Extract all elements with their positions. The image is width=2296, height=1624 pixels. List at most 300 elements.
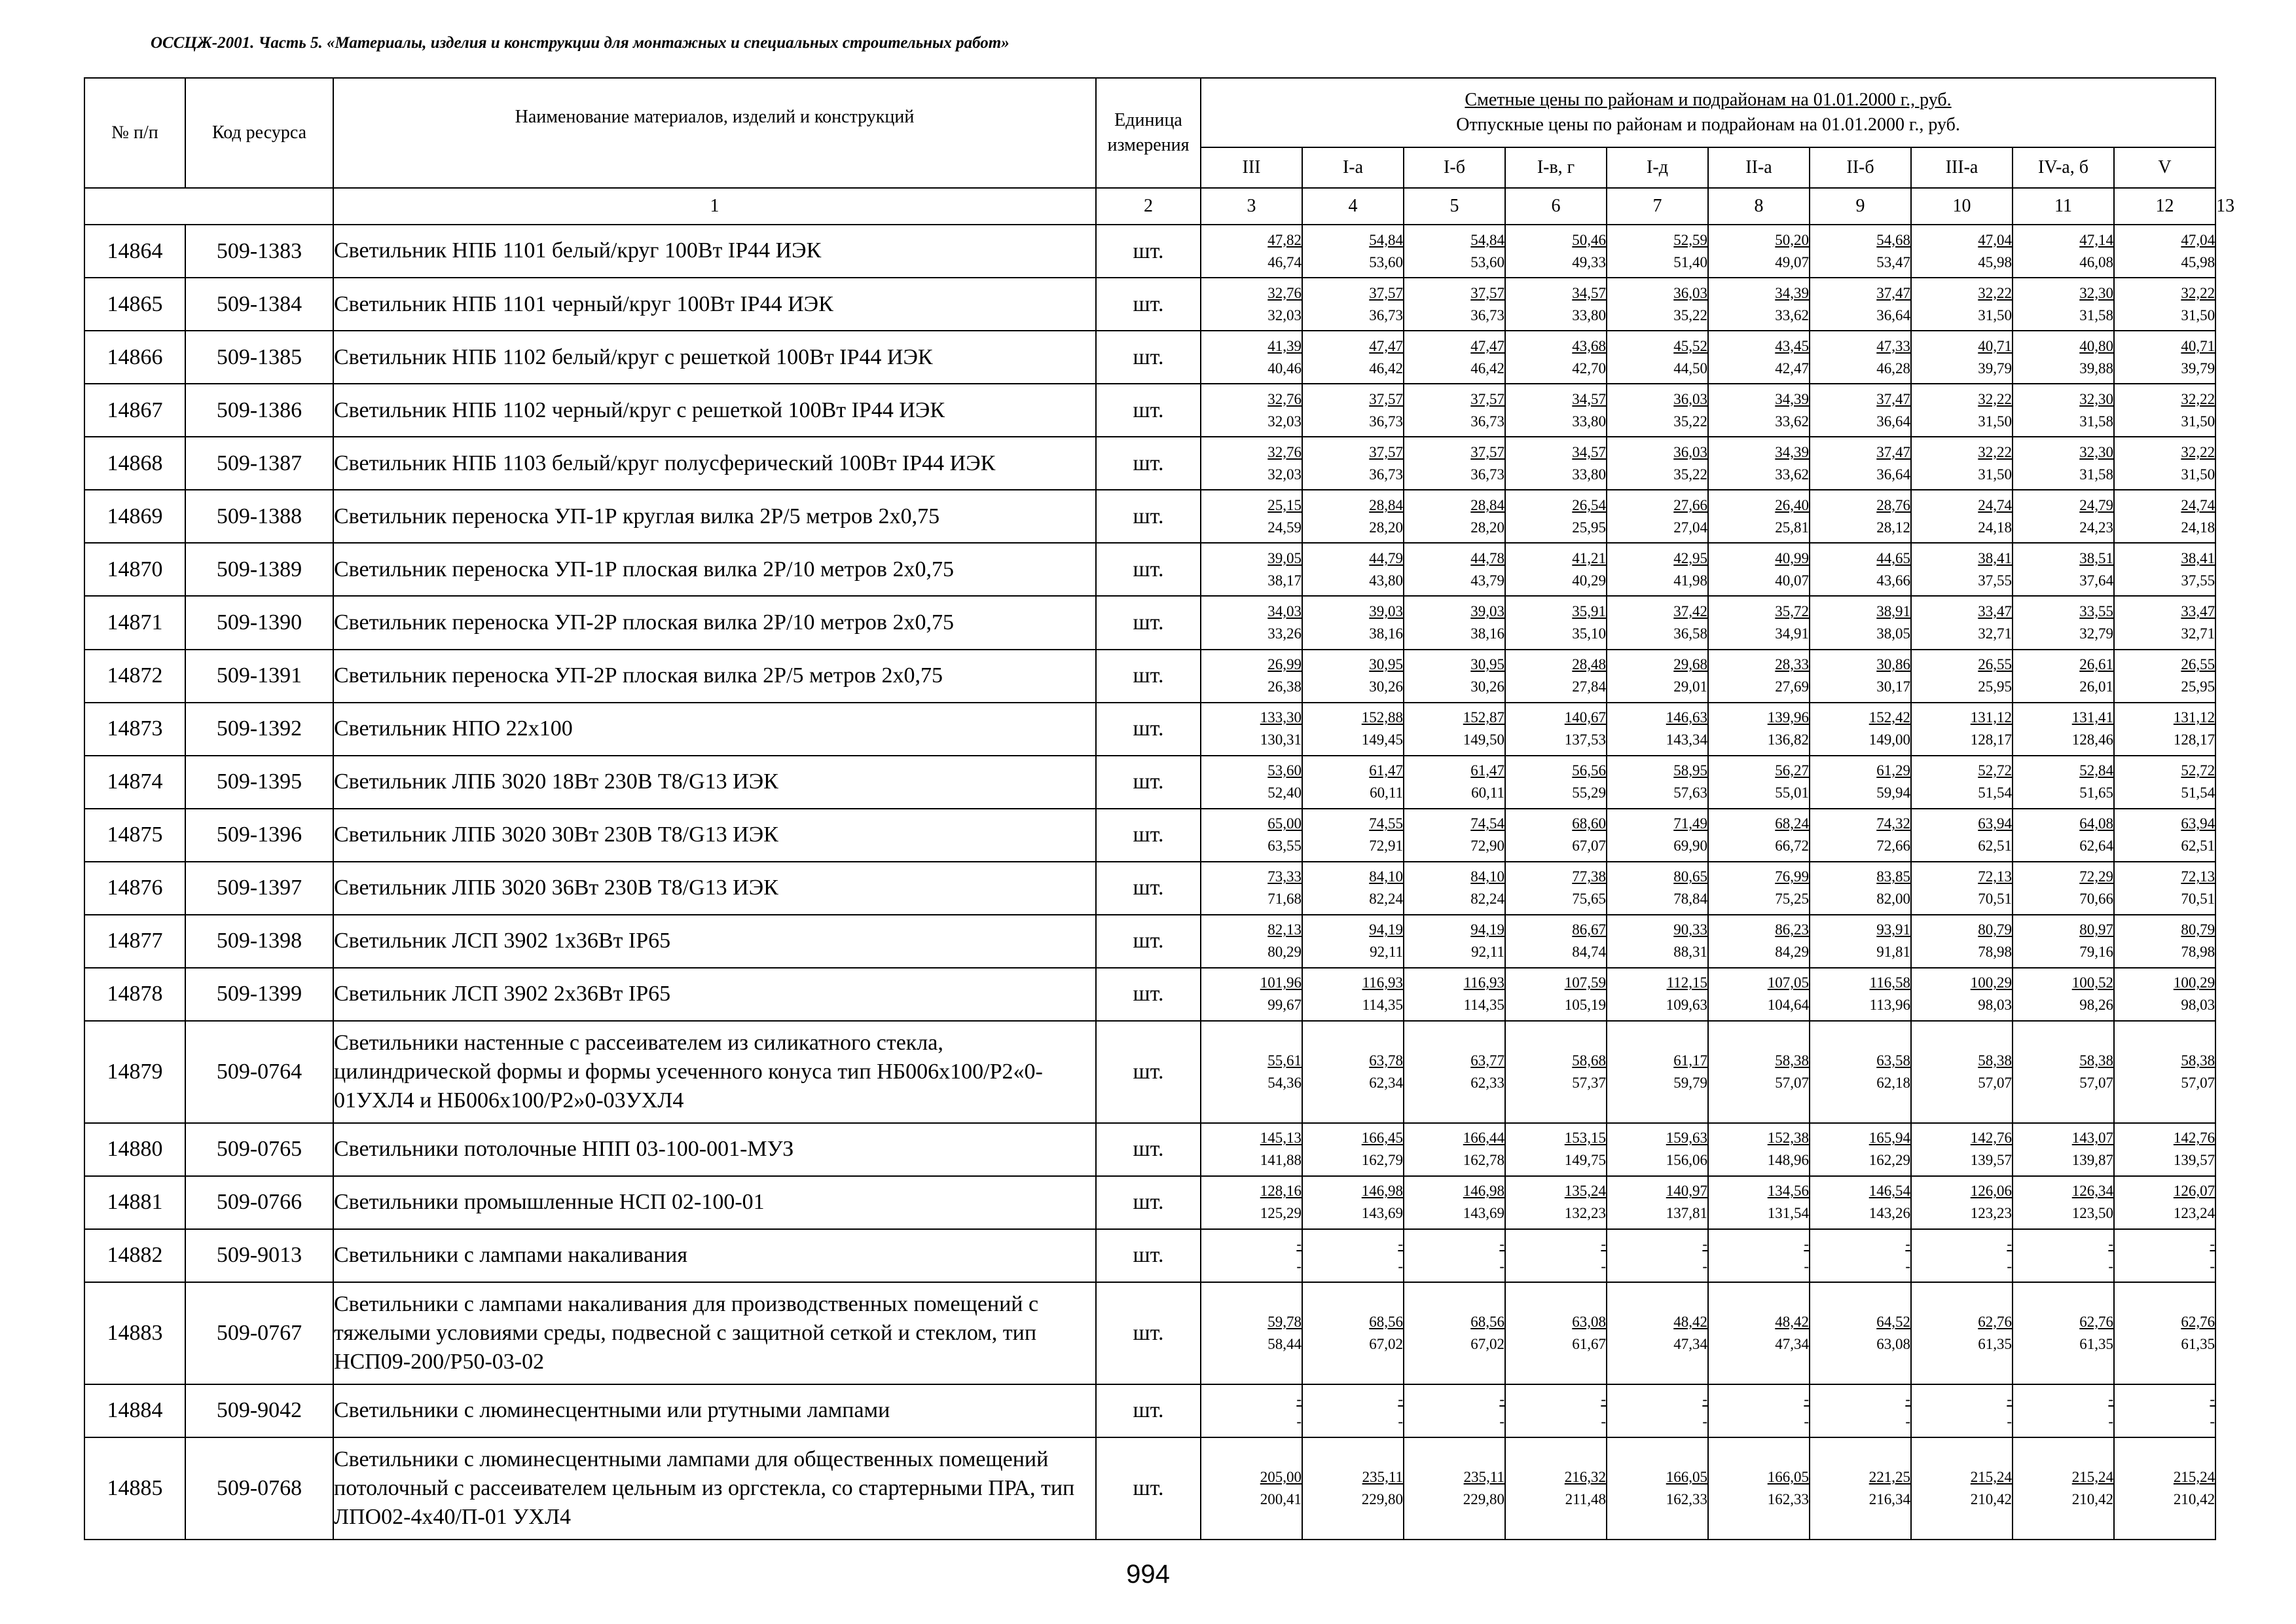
wholesale-price: 36,58 <box>1673 625 1707 642</box>
price-cell <box>1607 703 1708 756</box>
price-cell <box>1302 437 1404 490</box>
estimated-price: - <box>2210 1391 2215 1408</box>
estimated-price: 64,52 <box>1876 1313 1910 1330</box>
wholesale-price: 51,54 <box>2181 784 2215 802</box>
table-row <box>84 1123 2215 1176</box>
price-cell <box>1607 1384 1708 1437</box>
price-cell <box>1708 756 1810 809</box>
unit-of-measure: шт. <box>1096 437 1201 490</box>
estimated-price: - <box>1905 1236 1910 1253</box>
estimated-price: 83,85 <box>1876 868 1910 885</box>
wholesale-price: 143,69 <box>1361 1205 1403 1222</box>
price-cell <box>1607 225 1708 278</box>
estimated-price: 152,42 <box>1868 709 1910 726</box>
estimated-price: - <box>1702 1236 1707 1253</box>
price-cell <box>1708 862 1810 915</box>
wholesale-price: 32,71 <box>2181 625 2215 642</box>
wholesale-price: - <box>2210 1413 2215 1430</box>
price-cell <box>1404 915 1505 968</box>
estimated-price: 39,05 <box>1267 549 1302 566</box>
wholesale-price: - <box>1702 1258 1707 1275</box>
wholesale-price: 60,11 <box>1471 784 1504 802</box>
wholesale-price: 37,55 <box>2181 572 2215 589</box>
price-cell <box>1302 543 1404 596</box>
price-cell <box>1911 1229 2013 1282</box>
wholesale-price: 31,50 <box>2181 306 2215 323</box>
price-cell <box>2114 543 2215 596</box>
price-cell <box>1810 225 1911 278</box>
price-cell <box>1505 1021 1607 1123</box>
wholesale-price: 33,80 <box>1572 306 1606 323</box>
estimated-price: 50,20 <box>1775 231 1809 248</box>
region-header: I-в, г <box>1505 147 1607 188</box>
estimated-price: - <box>1499 1391 1504 1408</box>
region-header: V <box>2114 147 2215 188</box>
row-number: 14878 <box>84 968 185 1021</box>
estimated-price: 62,76 <box>2079 1313 2113 1330</box>
estimated-price: 126,07 <box>2173 1183 2215 1200</box>
wholesale-price: 46,74 <box>1267 253 1302 270</box>
column-index: 11 <box>2013 188 2114 225</box>
wholesale-price: 40,46 <box>1267 360 1302 377</box>
price-cell <box>1302 225 1404 278</box>
estimated-price: 152,88 <box>1361 709 1403 726</box>
price-cell <box>2013 968 2114 1021</box>
row-number: 14864 <box>84 225 185 278</box>
unit-of-measure: шт. <box>1096 490 1201 543</box>
wholesale-price: 35,10 <box>1572 625 1606 642</box>
price-cell <box>1911 1282 2013 1384</box>
price-cell <box>1505 225 1607 278</box>
price-cell <box>1607 384 1708 437</box>
header-prices-wholesale: Отпускные цены по районам и подрайонам на 01.01.2000 г., руб. <box>1456 115 1960 135</box>
unit-of-measure: шт. <box>1096 650 1201 703</box>
estimated-price: 68,56 <box>1369 1313 1403 1330</box>
price-cell <box>1302 756 1404 809</box>
resource-code: 509-9013 <box>185 1229 333 1282</box>
item-name: Светильники с лампами накаливания <box>333 1229 1096 1282</box>
estimated-price: 62,76 <box>2181 1313 2215 1330</box>
wholesale-price: 49,07 <box>1775 253 1809 270</box>
estimated-price: 47,47 <box>1369 337 1403 354</box>
estimated-price: 32,76 <box>1267 443 1302 460</box>
price-cell <box>1505 809 1607 862</box>
wholesale-price: 38,16 <box>1470 625 1504 642</box>
price-cell <box>1505 596 1607 649</box>
row-number: 14882 <box>84 1229 185 1282</box>
price-cell <box>1708 968 1810 1021</box>
item-name: Светильник НПБ 1102 белый/круг с решеткой 100Вт IP44 ИЭК <box>333 331 1096 384</box>
wholesale-price: 25,81 <box>1775 519 1809 536</box>
price-cell <box>2114 915 2215 968</box>
price-cell <box>2013 1282 2114 1384</box>
estimated-price: 135,24 <box>1564 1183 1606 1200</box>
price-cell <box>1810 437 1911 490</box>
price-cell <box>1708 331 1810 384</box>
wholesale-price: 26,01 <box>2079 678 2113 695</box>
price-cell <box>1505 1384 1607 1437</box>
estimated-price: 63,58 <box>1876 1052 1910 1069</box>
wholesale-price: 98,03 <box>1978 997 2012 1014</box>
wholesale-price: 60,11 <box>1370 784 1403 802</box>
price-cell <box>1810 543 1911 596</box>
estimated-price: 48,42 <box>1673 1313 1707 1330</box>
price-cell <box>1810 1384 1911 1437</box>
estimated-price: 86,67 <box>1572 921 1606 938</box>
wholesale-price: 69,90 <box>1673 838 1707 855</box>
estimated-price: 37,57 <box>1369 443 1403 460</box>
estimated-price: 30,95 <box>1470 656 1504 673</box>
price-cell <box>1708 809 1810 862</box>
wholesale-price: 27,84 <box>1572 678 1606 695</box>
wholesale-price: 25,95 <box>1978 678 2012 695</box>
wholesale-price: 39,79 <box>1978 360 2012 377</box>
price-cell <box>1708 1229 1810 1282</box>
price-cell <box>2013 490 2114 543</box>
estimated-price: 126,06 <box>1970 1183 2012 1200</box>
price-cell <box>1810 384 1911 437</box>
wholesale-price: 57,07 <box>1775 1074 1809 1091</box>
price-cell <box>1505 862 1607 915</box>
price-cell <box>1810 1229 1911 1282</box>
estimated-price: 126,34 <box>2071 1183 2113 1200</box>
table-row <box>84 1229 2215 1282</box>
wholesale-price: 43,80 <box>1369 572 1403 589</box>
price-cell <box>2013 809 2114 862</box>
table-row <box>84 278 2215 331</box>
estimated-price: 107,59 <box>1564 974 1606 991</box>
estimated-price: 86,23 <box>1775 921 1809 938</box>
price-cell <box>1201 1437 1302 1540</box>
row-number: 14880 <box>84 1123 185 1176</box>
unit-of-measure: шт. <box>1096 968 1201 1021</box>
price-cell <box>1505 968 1607 1021</box>
estimated-price: 58,38 <box>2079 1052 2113 1069</box>
wholesale-price: 57,37 <box>1572 1074 1606 1091</box>
price-cell <box>1201 1123 1302 1176</box>
wholesale-price: 37,64 <box>2079 572 2113 589</box>
wholesale-price: 51,54 <box>1978 784 2012 802</box>
price-cell <box>1911 1384 2013 1437</box>
estimated-price: 68,56 <box>1470 1313 1504 1330</box>
price-cell <box>1911 1021 2013 1123</box>
region-header: III-а <box>1911 147 2013 188</box>
price-cell <box>1810 490 1911 543</box>
wholesale-price: 67,02 <box>1369 1335 1403 1352</box>
price-cell <box>1607 915 1708 968</box>
wholesale-price: 29,01 <box>1673 678 1707 695</box>
price-cell <box>1810 968 1911 1021</box>
unit-of-measure: шт. <box>1096 384 1201 437</box>
wholesale-price: 71,68 <box>1267 891 1302 908</box>
price-cell <box>2013 331 2114 384</box>
estimated-price: 84,10 <box>1369 868 1403 885</box>
estimated-price: 152,38 <box>1767 1130 1809 1147</box>
estimated-price: 133,30 <box>1260 709 1302 726</box>
estimated-price: 40,99 <box>1775 549 1809 566</box>
estimated-price: 235,11 <box>1463 1468 1504 1485</box>
price-cell <box>2013 1229 2114 1282</box>
price-cell <box>2013 1176 2114 1229</box>
item-name: Светильник переноска УП-2Р плоская вилка 2Р/10 метров 2х0,75 <box>333 596 1096 649</box>
wholesale-price: 66,72 <box>1775 838 1809 855</box>
estimated-price: 34,39 <box>1775 284 1809 301</box>
estimated-price: 33,47 <box>1978 602 2012 619</box>
wholesale-price: 27,69 <box>1775 678 1809 695</box>
wholesale-price: 25,95 <box>2181 678 2215 695</box>
price-cell <box>1810 331 1911 384</box>
price-cell <box>1505 490 1607 543</box>
wholesale-price: 59,79 <box>1673 1074 1707 1091</box>
estimated-price: 94,19 <box>1369 921 1403 938</box>
row-number: 14879 <box>84 1021 185 1123</box>
estimated-price: 52,59 <box>1673 231 1707 248</box>
wholesale-price: 51,40 <box>1673 253 1707 270</box>
estimated-price: 37,47 <box>1876 443 1910 460</box>
wholesale-price: 72,90 <box>1470 838 1504 855</box>
estimated-price: 152,87 <box>1463 709 1504 726</box>
item-name: Светильники потолочные НПП 03-100-001-МУЗ <box>333 1123 1096 1176</box>
resource-code: 509-9042 <box>185 1384 333 1437</box>
wholesale-price: 72,66 <box>1876 838 1910 855</box>
region-header: II-а <box>1708 147 1810 188</box>
table-row <box>84 490 2215 543</box>
price-cell <box>1404 437 1505 490</box>
table-row <box>84 437 2215 490</box>
price-cell <box>1201 809 1302 862</box>
price-cell <box>1708 650 1810 703</box>
wholesale-price: 143,34 <box>1666 731 1707 748</box>
header-code: Код ресурса <box>185 78 333 188</box>
wholesale-price: 24,23 <box>2079 519 2113 536</box>
estimated-price: 131,12 <box>2173 709 2215 726</box>
region-header: I-а <box>1302 147 1404 188</box>
price-cell <box>1708 1021 1810 1123</box>
price-cell <box>1404 225 1505 278</box>
estimated-price: 30,95 <box>1369 656 1403 673</box>
unit-of-measure: шт. <box>1096 1176 1201 1229</box>
estimated-price: 25,15 <box>1267 496 1302 513</box>
index-header-empty <box>84 188 333 225</box>
wholesale-price: 24,59 <box>1267 519 1302 536</box>
estimated-price: 140,67 <box>1564 709 1606 726</box>
estimated-price: 37,57 <box>1369 284 1403 301</box>
wholesale-price: 82,00 <box>1876 891 1910 908</box>
wholesale-price: 128,17 <box>2173 731 2215 748</box>
wholesale-price: 36,73 <box>1470 466 1504 483</box>
resource-code: 509-0764 <box>185 1021 333 1123</box>
table-row <box>84 596 2215 649</box>
estimated-price: 72,29 <box>2079 868 2113 885</box>
header-unit: Единица измерения <box>1096 78 1201 188</box>
estimated-price: 37,57 <box>1470 443 1504 460</box>
estimated-price: 44,79 <box>1369 549 1403 566</box>
price-cell <box>2114 437 2215 490</box>
row-number: 14867 <box>84 384 185 437</box>
unit-of-measure: шт. <box>1096 278 1201 331</box>
price-cell <box>1404 756 1505 809</box>
resource-code: 509-1392 <box>185 703 333 756</box>
unit-of-measure: шт. <box>1096 703 1201 756</box>
wholesale-price: 88,31 <box>1673 944 1707 961</box>
estimated-price: 215,24 <box>1970 1468 2012 1485</box>
wholesale-price: 62,33 <box>1470 1074 1504 1091</box>
row-number: 14868 <box>84 437 185 490</box>
resource-code: 509-1384 <box>185 278 333 331</box>
table-row <box>84 915 2215 968</box>
wholesale-price: 41,98 <box>1673 572 1707 589</box>
estimated-price: 63,94 <box>1978 815 2012 832</box>
estimated-price: 56,56 <box>1572 762 1606 779</box>
price-cell <box>1201 1384 1302 1437</box>
wholesale-price: 47,34 <box>1775 1335 1809 1352</box>
estimated-price: 146,54 <box>1868 1183 1910 1200</box>
wholesale-price: 128,17 <box>1970 731 2012 748</box>
price-cell <box>2114 331 2215 384</box>
wholesale-price: 38,05 <box>1876 625 1910 642</box>
price-cell <box>2013 1021 2114 1123</box>
price-cell <box>1810 278 1911 331</box>
estimated-price: - <box>1398 1236 1403 1253</box>
estimated-price: 37,57 <box>1470 390 1504 407</box>
column-index: 5 <box>1404 188 1505 225</box>
estimated-price: 76,99 <box>1775 868 1809 885</box>
wholesale-price: 36,64 <box>1876 466 1910 483</box>
wholesale-price: 70,51 <box>1978 891 2012 908</box>
price-cell <box>1505 1176 1607 1229</box>
estimated-price: - <box>2007 1236 2012 1253</box>
price-cell <box>1302 1123 1404 1176</box>
price-cell <box>2114 1437 2215 1540</box>
price-cell <box>1201 490 1302 543</box>
wholesale-price: 53,47 <box>1876 253 1910 270</box>
unit-of-measure: шт. <box>1096 1384 1201 1437</box>
wholesale-price: - <box>1296 1413 1302 1430</box>
estimated-price: 27,66 <box>1673 496 1707 513</box>
resource-code: 509-1399 <box>185 968 333 1021</box>
wholesale-price: 53,60 <box>1369 253 1403 270</box>
wholesale-price: - <box>1702 1413 1707 1430</box>
price-cell <box>1404 331 1505 384</box>
estimated-price: 32,22 <box>1978 443 2012 460</box>
price-cell <box>1911 703 2013 756</box>
resource-code: 509-0765 <box>185 1123 333 1176</box>
table-row <box>84 1437 2215 1540</box>
price-cell <box>1607 596 1708 649</box>
wholesale-price: 46,08 <box>2079 253 2113 270</box>
unit-of-measure: шт. <box>1096 1229 1201 1282</box>
wholesale-price: 38,16 <box>1369 625 1403 642</box>
wholesale-price: 28,12 <box>1876 519 1910 536</box>
estimated-price: 37,57 <box>1470 284 1504 301</box>
wholesale-price: 51,65 <box>2079 784 2113 802</box>
price-cell <box>1911 650 2013 703</box>
wholesale-price: 57,07 <box>2181 1074 2215 1091</box>
wholesale-price: 143,26 <box>1868 1205 1910 1222</box>
wholesale-price: 84,74 <box>1572 944 1606 961</box>
item-name: Светильник переноска УП-1Р круглая вилка 2Р/5 метров 2х0,75 <box>333 490 1096 543</box>
wholesale-price: 35,22 <box>1673 466 1707 483</box>
wholesale-price: 28,20 <box>1470 519 1504 536</box>
wholesale-price: 149,50 <box>1463 731 1504 748</box>
price-cell <box>1404 1437 1505 1540</box>
estimated-price: 45,52 <box>1673 337 1707 354</box>
wholesale-price: 63,55 <box>1267 838 1302 855</box>
price-cell <box>1201 756 1302 809</box>
price-cell <box>1404 1229 1505 1282</box>
wholesale-price: 130,31 <box>1260 731 1302 748</box>
estimated-price: 52,84 <box>2079 762 2113 779</box>
resource-code: 509-1387 <box>185 437 333 490</box>
estimated-price: - <box>1398 1391 1403 1408</box>
wholesale-price: 148,96 <box>1767 1152 1809 1169</box>
estimated-price: - <box>1601 1391 1606 1408</box>
wholesale-price: 109,63 <box>1666 997 1707 1014</box>
estimated-price: 34,39 <box>1775 390 1809 407</box>
wholesale-price: 28,20 <box>1369 519 1403 536</box>
estimated-price: 100,29 <box>1970 974 2012 991</box>
price-cell <box>1404 1176 1505 1229</box>
wholesale-price: 58,44 <box>1267 1335 1302 1352</box>
wholesale-price: 78,98 <box>1978 944 2012 961</box>
price-cell <box>2013 1123 2114 1176</box>
item-name: Светильник НПО 22х100 <box>333 703 1096 756</box>
wholesale-price: 62,34 <box>1369 1074 1403 1091</box>
estimated-price: 41,39 <box>1267 337 1302 354</box>
estimated-price: 84,10 <box>1470 868 1504 885</box>
wholesale-price: 36,64 <box>1876 413 1910 430</box>
price-cell <box>1911 437 2013 490</box>
price-cell <box>1810 1437 1911 1540</box>
resource-code: 509-1391 <box>185 650 333 703</box>
wholesale-price: 98,26 <box>2079 997 2113 1014</box>
wholesale-price: 105,19 <box>1564 997 1606 1014</box>
price-cell <box>1505 543 1607 596</box>
estimated-price: 26,61 <box>2079 656 2113 673</box>
price-cell <box>1201 1229 1302 1282</box>
table-row <box>84 809 2215 862</box>
estimated-price: 28,48 <box>1572 656 1606 673</box>
price-cell <box>1302 1282 1404 1384</box>
price-cell <box>1708 1176 1810 1229</box>
price-cell <box>1404 1282 1505 1384</box>
estimated-price: 32,22 <box>2181 284 2215 301</box>
row-number: 14871 <box>84 596 185 649</box>
estimated-price: 36,03 <box>1673 390 1707 407</box>
row-number: 14875 <box>84 809 185 862</box>
resource-code: 509-0766 <box>185 1176 333 1229</box>
price-cell <box>1302 862 1404 915</box>
estimated-price: 37,47 <box>1876 284 1910 301</box>
estimated-price: 24,74 <box>2181 496 2215 513</box>
wholesale-price: 78,84 <box>1673 891 1707 908</box>
price-cell <box>1302 278 1404 331</box>
price-cell <box>1505 1282 1607 1384</box>
price-cell <box>1404 862 1505 915</box>
estimated-price: 40,80 <box>2079 337 2113 354</box>
wholesale-price: 24,18 <box>2181 519 2215 536</box>
estimated-price: 35,72 <box>1775 602 1809 619</box>
table-row <box>84 703 2215 756</box>
price-cell <box>1302 1021 1404 1123</box>
wholesale-price: 210,42 <box>1970 1490 2012 1507</box>
price-cell <box>1607 968 1708 1021</box>
wholesale-price: - <box>2210 1258 2215 1275</box>
price-cell <box>1607 1282 1708 1384</box>
price-cell <box>2114 703 2215 756</box>
wholesale-price: 62,51 <box>2181 838 2215 855</box>
table-row <box>84 1021 2215 1123</box>
